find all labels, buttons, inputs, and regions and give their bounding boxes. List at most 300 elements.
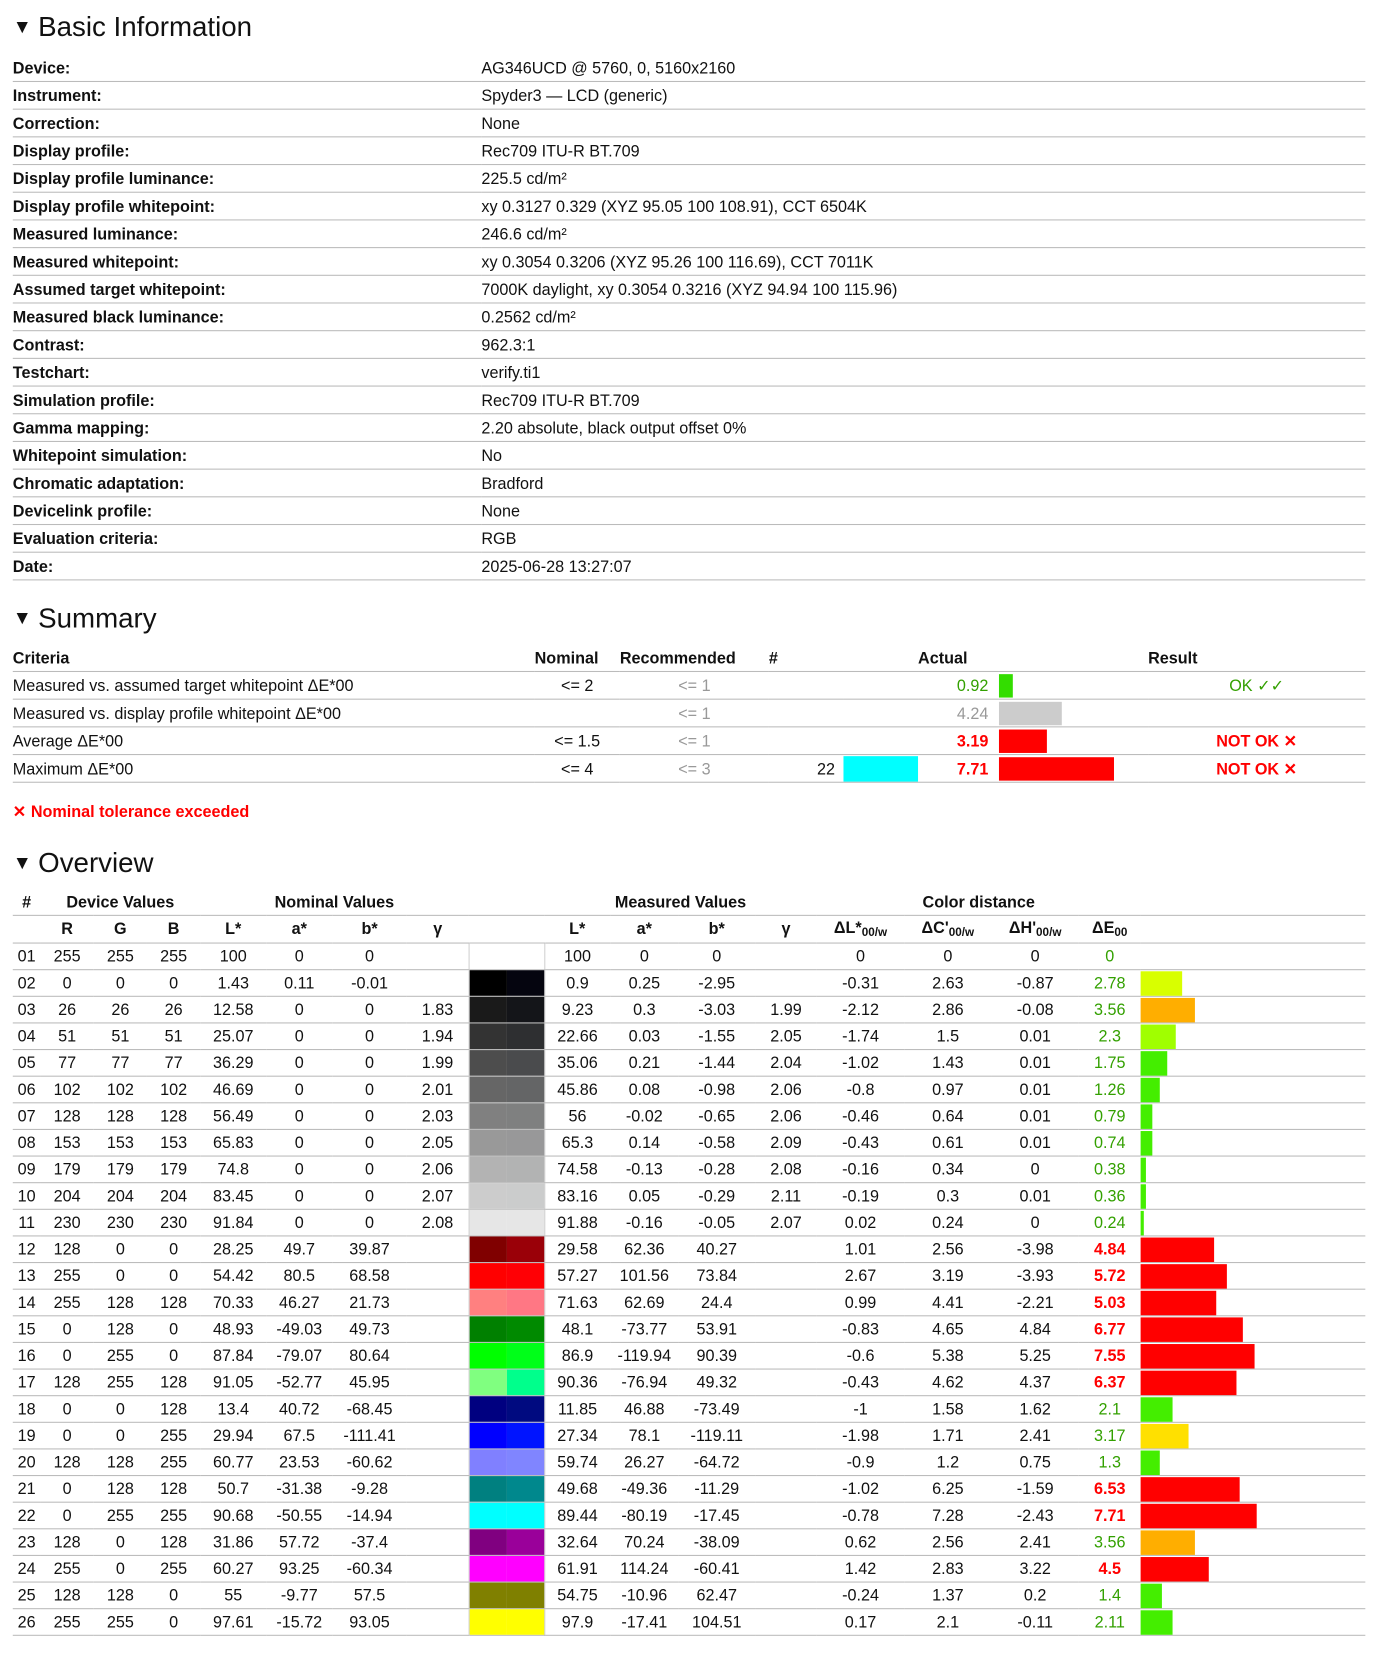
cell-measured-gamma [755,1236,817,1263]
col-g: G [94,915,147,943]
cell-num: 26 [13,1609,41,1636]
cell-measured-a: 101.56 [610,1263,678,1290]
cell-r: 128 [40,1369,93,1396]
summary-recommended: <= 1 [620,699,769,727]
delta-e-bar [1141,1450,1160,1474]
color-swatch [469,1369,545,1396]
cell-nominal-gamma: 2.08 [407,1209,469,1236]
basic-info-key: Evaluation criteria: [13,525,482,553]
cell-measured-b: -0.58 [678,1129,755,1156]
cell-r: 0 [40,1502,93,1529]
cell-delta-c: 0.34 [904,1156,991,1183]
cell-g: 128 [94,1316,147,1343]
cell-measured-gamma [755,1529,817,1556]
cell-nominal-gamma [407,1289,469,1316]
basic-info-value: None [481,497,1365,525]
delta-e-bar-cell [1141,996,1366,1023]
delta-e-bar-cell [1141,1129,1366,1156]
delta-e-bar-cell [1141,970,1366,997]
delta-e-bar-cell [1141,1156,1366,1183]
cell-measured-l: 83.16 [544,1183,610,1210]
cell-nominal-b: 0 [332,1129,407,1156]
overview-row [13,1476,1366,1503]
cell-delta-l: 1.42 [817,1555,904,1582]
basic-info-table [13,54,1366,580]
cell-g: 26 [94,996,147,1023]
cell-measured-l: 97.9 [544,1609,610,1636]
cell-nominal-a: -50.55 [266,1502,332,1529]
basic-info-value: Rec709 ITU-R BT.709 [481,137,1365,165]
basic-info-row [13,220,1366,248]
col-nominal-b: b* [332,915,407,943]
recommended-header: Recommended [620,645,769,671]
cell-measured-a: -17.41 [610,1609,678,1636]
color-swatch [469,1103,545,1130]
color-swatch [469,1609,545,1636]
cell-delta-c: 2.86 [904,996,991,1023]
basic-info-key: Instrument: [13,81,482,109]
cell-nominal-gamma [407,1529,469,1556]
nominal-swatch [469,997,506,1023]
cell-g: 128 [94,1582,147,1609]
collapse-triangle-icon: ▼ [12,607,32,629]
nominal-header: Nominal [535,645,620,671]
nominal-swatch [469,1503,506,1529]
cell-measured-gamma [755,1449,817,1476]
cell-delta-l: 2.67 [817,1263,904,1290]
cell-delta-e: 4.84 [1079,1236,1141,1263]
cell-b: 128 [147,1289,200,1316]
cell-nominal-l: 97.61 [200,1609,266,1636]
cell-num: 24 [13,1555,41,1582]
basic-info-value: 7000K daylight, xy 0.3054 0.3216 (XYZ 94.94 100 115.96) [481,275,1365,303]
color-swatch [469,1476,545,1503]
cell-delta-e: 0 [1079,943,1141,970]
num-group-header: # [13,890,41,915]
cell-measured-b: -64.72 [678,1449,755,1476]
delta-e-bar-cell [1141,1050,1366,1077]
summary-bar [999,729,1047,752]
nominal-swatch [469,1423,506,1449]
summary-num [769,671,844,699]
tolerance-note: ✕ Nominal tolerance exceeded [12,803,250,822]
measured-swatch [506,997,543,1023]
cell-delta-l: -0.16 [817,1156,904,1183]
col-delta-h: $\Delta H'_{00/w}$ [992,915,1079,943]
cell-g: 128 [94,1476,147,1503]
cell-g: 204 [94,1183,147,1210]
delta-e-bar-cell [1141,1609,1366,1636]
basic-info-row [13,137,1366,165]
nominal-swatch [469,1077,506,1103]
summary-bar [999,701,1062,724]
overview-row [13,1316,1366,1343]
summary-nominal: <= 4 [535,755,620,783]
summary-result: OK ✓✓ [1148,671,1365,699]
summary-heading[interactable]: ▼ Summary [12,601,157,634]
cell-measured-l: 57.27 [544,1263,610,1290]
measured-swatch [506,1343,543,1369]
cell-nominal-l: 36.29 [200,1050,266,1077]
cell-delta-e: 6.53 [1079,1476,1141,1503]
cell-b: 128 [147,1103,200,1130]
cell-r: 230 [40,1209,93,1236]
delta-e-bar [1141,1397,1173,1421]
cell-nominal-b: -60.34 [332,1555,407,1582]
summary-row [13,671,1366,699]
col-nominal-l: L* [200,915,266,943]
cell-g: 255 [94,1369,147,1396]
cell-delta-e: 2.78 [1079,970,1141,997]
summary-bar [999,757,1114,780]
cell-measured-gamma: 2.06 [755,1103,817,1130]
cell-delta-c: 6.25 [904,1476,991,1503]
summary-bar-cell [999,699,1148,727]
cell-measured-a: -0.02 [610,1103,678,1130]
cell-nominal-b: -14.94 [332,1502,407,1529]
cell-measured-gamma: 2.06 [755,1076,817,1103]
cell-nominal-a: 46.27 [266,1289,332,1316]
cell-g: 102 [94,1076,147,1103]
delta-e-bar-cell [1141,1422,1366,1449]
color-swatch [469,1183,545,1210]
cell-delta-c: 1.37 [904,1582,991,1609]
col-delta-l: $\Delta L*_{00/w}$ [817,915,904,943]
cell-b: 0 [147,1342,200,1369]
cell-nominal-b: 0 [332,1023,407,1050]
cell-r: 26 [40,996,93,1023]
delta-e-bar [1141,1104,1153,1128]
summary-bar-cell [999,671,1148,699]
cell-b: 255 [147,1502,200,1529]
delta-e-bar [1141,1530,1195,1554]
cell-delta-h: 0.01 [992,1050,1079,1077]
measured-swatch [506,1236,543,1262]
overview-row [13,1263,1366,1290]
cell-b: 26 [147,996,200,1023]
basic-info-key: Assumed target whitepoint: [13,275,482,303]
cell-delta-c: 5.38 [904,1342,991,1369]
cell-delta-e: 6.37 [1079,1369,1141,1396]
cell-delta-c: 1.5 [904,1023,991,1050]
color-swatch [469,1555,545,1582]
basic-info-value: Rec709 ITU-R BT.709 [481,386,1365,414]
cell-nominal-b: 0 [332,1209,407,1236]
cell-delta-e: 5.72 [1079,1263,1141,1290]
actual-header: Actual [918,645,999,671]
cell-nominal-b: 49.73 [332,1316,407,1343]
cell-nominal-gamma [407,943,469,970]
color-swatch [469,1156,545,1183]
cell-measured-gamma: 2.07 [755,1209,817,1236]
nominal-swatch [469,1449,506,1475]
summary-nominal: <= 1.5 [535,727,620,755]
cell-g: 255 [94,1502,147,1529]
cell-measured-b: 73.84 [678,1263,755,1290]
cell-measured-b: 62.47 [678,1582,755,1609]
basic-info-row [13,414,1366,442]
cell-num: 14 [13,1289,41,1316]
cell-nominal-l: 87.84 [200,1342,266,1369]
cell-b: 0 [147,1316,200,1343]
summary-result: NOT OK ✕ [1148,755,1365,783]
cell-nominal-a: -49.03 [266,1316,332,1343]
cell-r: 77 [40,1050,93,1077]
cell-nominal-b: 57.5 [332,1582,407,1609]
summary-actual: 0.92 [918,671,999,699]
cell-nominal-a: 0 [266,1129,332,1156]
basic-info-value: 2.20 absolute, black output offset 0% [481,414,1365,442]
measured-swatch [506,1316,543,1342]
cell-measured-b: -119.11 [678,1422,755,1449]
cell-num: 06 [13,1076,41,1103]
cell-num: 13 [13,1263,41,1290]
cell-delta-l: 0 [817,943,904,970]
cell-measured-l: 61.91 [544,1555,610,1582]
delta-e-bar [1141,1051,1168,1075]
cell-nominal-a: 49.7 [266,1236,332,1263]
cell-b: 204 [147,1183,200,1210]
cell-nominal-a: 57.72 [266,1529,332,1556]
delta-e-bar-cell [1141,1263,1366,1290]
cell-nominal-b: 0 [332,1050,407,1077]
cell-nominal-l: 54.42 [200,1263,266,1290]
basic-info-heading[interactable]: ▼ Basic Information [12,10,253,43]
cell-delta-l: -1.98 [817,1422,904,1449]
cell-measured-l: 32.64 [544,1529,610,1556]
nominal-swatch [469,1396,506,1422]
cell-r: 255 [40,1609,93,1636]
cell-measured-a: -80.19 [610,1502,678,1529]
cell-measured-a: 26.27 [610,1449,678,1476]
nominal-swatch [469,1157,506,1183]
cell-delta-h: -0.08 [992,996,1079,1023]
cell-measured-a: 62.36 [610,1236,678,1263]
cell-measured-gamma: 2.04 [755,1050,817,1077]
cell-measured-l: 45.86 [544,1076,610,1103]
cell-delta-l: -0.8 [817,1076,904,1103]
cell-measured-b: -1.55 [678,1023,755,1050]
cell-nominal-a: 40.72 [266,1396,332,1423]
cell-r: 179 [40,1156,93,1183]
cell-measured-l: 0.9 [544,970,610,997]
cell-delta-e: 2.11 [1079,1609,1141,1636]
cell-measured-a: -73.77 [610,1316,678,1343]
summary-bar [999,674,1013,697]
cell-measured-gamma [755,1422,817,1449]
delta-e-bar [1141,1423,1189,1447]
summary-result: NOT OK ✕ [1148,727,1365,755]
cell-delta-c: 3.19 [904,1263,991,1290]
basic-info-row [13,165,1366,193]
basic-info-key: Date: [13,552,482,580]
cell-delta-e: 0.24 [1079,1209,1141,1236]
delta-e-bar [1141,997,1195,1021]
delta-e-bar [1141,1343,1255,1367]
col-delta-c: $\Delta C'_{00/w}$ [904,915,991,943]
color-swatch [469,996,545,1023]
cell-delta-l: 0.99 [817,1289,904,1316]
summary-criteria: Maximum ΔE*00 [13,755,535,783]
nominal-swatch [469,1210,506,1236]
cell-measured-gamma [755,1582,817,1609]
col-measured-a: a* [610,915,678,943]
measured-swatch [506,1077,543,1103]
cell-b: 0 [147,1236,200,1263]
basic-info-value: 0.2562 cd/m² [481,303,1365,331]
cell-b: 0 [147,1609,200,1636]
color-swatch [469,1129,545,1156]
cell-delta-l: -0.24 [817,1582,904,1609]
cell-g: 128 [94,1449,147,1476]
cell-nominal-gamma: 2.07 [407,1183,469,1210]
delta-e-bar-cell [1141,1209,1366,1236]
collapse-triangle-icon: ▼ [12,15,32,38]
nominal-swatch [469,1130,506,1156]
delta-e-bar [1141,1157,1146,1181]
cell-measured-l: 100 [544,943,610,970]
cell-delta-e: 0.79 [1079,1103,1141,1130]
overview-row [13,1289,1366,1316]
cell-nominal-b: -111.41 [332,1422,407,1449]
overview-row [13,943,1366,970]
cell-measured-gamma: 2.09 [755,1129,817,1156]
cell-measured-a: -119.94 [610,1342,678,1369]
delta-e-bar [1141,1077,1160,1101]
basic-info-value: None [481,109,1365,137]
basic-info-value: 246.6 cd/m² [481,220,1365,248]
cell-measured-b: 40.27 [678,1236,755,1263]
delta-e-bar [1141,971,1183,995]
nominal-swatch [469,970,506,996]
cell-b: 179 [147,1156,200,1183]
cell-delta-c: 1.43 [904,1050,991,1077]
cell-nominal-b: 68.58 [332,1263,407,1290]
nominal-swatch [469,1583,506,1609]
cell-measured-l: 29.58 [544,1236,610,1263]
measured-swatch [506,1130,543,1156]
cell-delta-e: 3.17 [1079,1422,1141,1449]
cell-b: 153 [147,1129,200,1156]
cell-measured-l: 71.63 [544,1289,610,1316]
nominal-swatch [469,944,506,970]
cell-b: 128 [147,1369,200,1396]
delta-e-bar-cell [1141,1289,1366,1316]
summary-criteria: Measured vs. assumed target whitepoint ΔE*00 [13,671,535,699]
cell-delta-l: -1.74 [817,1023,904,1050]
cell-measured-b: -17.45 [678,1502,755,1529]
cell-measured-a: 0.03 [610,1023,678,1050]
cell-measured-a: 0.25 [610,970,678,997]
summary-bar-cell [999,727,1148,755]
cell-num: 04 [13,1023,41,1050]
cell-measured-gamma: 2.11 [755,1183,817,1210]
cell-delta-h: 0.2 [992,1582,1079,1609]
cell-b: 51 [147,1023,200,1050]
cell-delta-h: 0.75 [992,1449,1079,1476]
color-swatch [469,1209,545,1236]
basic-info-row [13,81,1366,109]
cell-nominal-l: 65.83 [200,1129,266,1156]
cell-nominal-l: 74.8 [200,1156,266,1183]
cell-nominal-a: 0.11 [266,970,332,997]
cell-g: 128 [94,1289,147,1316]
col-measured-gamma: γ [755,915,817,943]
overview-row [13,1396,1366,1423]
cell-nominal-l: 60.27 [200,1555,266,1582]
cell-num: 17 [13,1369,41,1396]
cell-measured-l: 91.88 [544,1209,610,1236]
col-delta-e: $\Delta E_{00}$ [1079,915,1141,943]
measured-swatch [506,1583,543,1609]
cell-measured-b: -2.95 [678,970,755,997]
measured-swatch [506,1183,543,1209]
summary-actual: 7.71 [918,755,999,783]
basic-info-value: AG346UCD @ 5760, 0, 5160x2160 [481,54,1365,81]
cell-measured-a: 78.1 [610,1422,678,1449]
basic-info-row [13,331,1366,359]
measured-values-header: Measured Values [544,890,817,915]
cell-delta-h: -0.11 [992,1609,1079,1636]
delta-e-bar-cell [1141,1476,1366,1503]
overview-row [13,1156,1366,1183]
cell-delta-h: 0 [992,943,1079,970]
overview-heading[interactable]: ▼ Overview [12,846,154,879]
overview-row [13,1529,1366,1556]
cell-measured-l: 86.9 [544,1342,610,1369]
cell-g: 0 [94,1529,147,1556]
cell-measured-l: 11.85 [544,1396,610,1423]
overview-row [13,1236,1366,1263]
cell-delta-e: 2.3 [1079,1023,1141,1050]
cell-delta-c: 1.58 [904,1396,991,1423]
cell-nominal-gamma: 1.83 [407,996,469,1023]
cell-nominal-l: 91.84 [200,1209,266,1236]
overview-row [13,970,1366,997]
cell-num: 23 [13,1529,41,1556]
summary-bar-cell [999,755,1148,783]
cell-nominal-a: 93.25 [266,1555,332,1582]
cell-measured-b: -0.28 [678,1156,755,1183]
cell-nominal-a: 80.5 [266,1263,332,1290]
cell-r: 255 [40,1263,93,1290]
cell-measured-l: 74.58 [544,1156,610,1183]
cell-r: 255 [40,1555,93,1582]
cell-nominal-a: 0 [266,1156,332,1183]
cell-nominal-l: 50.7 [200,1476,266,1503]
cell-measured-l: 22.66 [544,1023,610,1050]
cell-measured-gamma [755,1555,817,1582]
basic-info-row [13,192,1366,220]
cell-delta-l: -0.83 [817,1316,904,1343]
cell-delta-l: -0.43 [817,1369,904,1396]
basic-info-row [13,441,1366,469]
nominal-swatch [469,1290,506,1316]
cell-r: 255 [40,1289,93,1316]
summary-swatch-cell [843,671,918,699]
overview-row [13,1369,1366,1396]
cell-delta-h: 0.01 [992,1023,1079,1050]
summary-num [769,699,844,727]
cell-nominal-b: -9.28 [332,1476,407,1503]
cell-nominal-a: -79.07 [266,1342,332,1369]
summary-criteria: Measured vs. display profile whitepoint ΔE*00 [13,699,535,727]
cell-measured-a: -0.16 [610,1209,678,1236]
delta-e-bar [1141,1024,1176,1048]
cell-nominal-a: 23.53 [266,1449,332,1476]
cell-delta-e: 6.77 [1079,1316,1141,1343]
cell-measured-a: 62.69 [610,1289,678,1316]
